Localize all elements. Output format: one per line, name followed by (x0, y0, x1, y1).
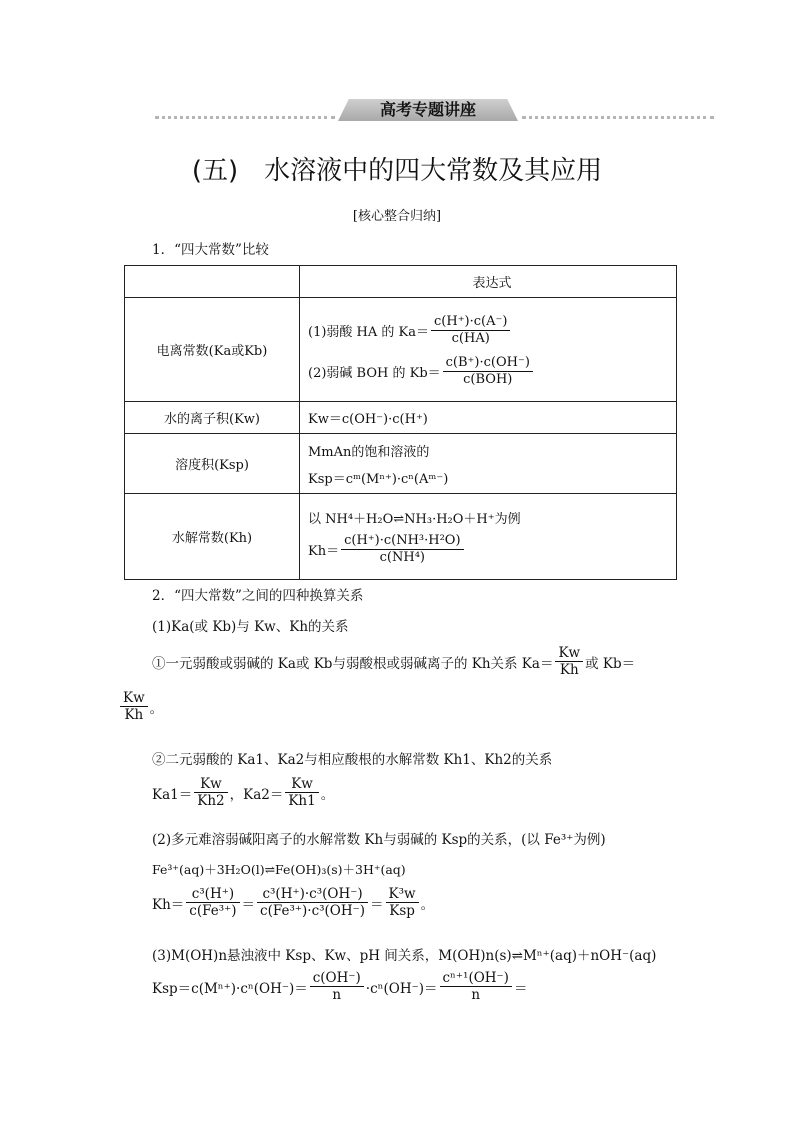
p3-f2-numerator: cⁿ⁺¹(OH⁻) (440, 970, 512, 987)
p1b-f2-numerator: Kw (285, 776, 318, 793)
p2-f3-denominator: Ksp (389, 903, 415, 919)
paragraph-1-heading: (1)Ka(或 Kb)与 Kw、Kh的关系 (152, 619, 349, 635)
section-1-heading: 1．“四大常数”比较 (152, 242, 269, 258)
p1b-f1-numerator: Kw (194, 776, 227, 793)
paragraph-1b: ②二元弱酸的 Ka1、Ka2与相应酸根的水解常数 Kh1、Kh2的关系 (152, 752, 553, 768)
row-expr-water: Kw＝c(OH⁻)·c(H⁺) (300, 402, 677, 434)
p1a2-numerator: Kw (120, 690, 148, 707)
row-expr-ionization (300, 298, 677, 402)
paragraph-2-formula (152, 886, 434, 919)
p3-f1-denominator: n (332, 987, 342, 1003)
acid-denominator: c(HA) (451, 330, 490, 346)
p1b-fraction-1 (194, 776, 227, 809)
section-2-heading: 2．“四大常数”之间的四种换算关系 (152, 588, 364, 604)
p1a-tail: 。 (149, 700, 164, 717)
p1b-f1-denominator: Kh2 (197, 793, 225, 809)
p2-prefix: Kh＝ (152, 896, 185, 913)
paragraph-3-formula (152, 970, 527, 1003)
section-subtitle: [核心整合归纳] (352, 209, 442, 224)
table-row (125, 494, 677, 580)
row-expr-hydrolysis (300, 494, 677, 580)
p1a-fraction (555, 645, 583, 678)
p2-fraction-3 (386, 886, 419, 919)
kh-prefix: Kh＝ (308, 543, 340, 559)
p2-fraction-1 (186, 886, 239, 919)
row-expr-ksp (300, 434, 677, 494)
p1a-numerator: Kw (555, 645, 583, 662)
p3-f1-numerator: c(OH⁻) (310, 970, 364, 987)
p2-f1-numerator: c³(H⁺) (186, 886, 239, 903)
p2-f1-denominator: c(Fe³⁺) (189, 903, 237, 919)
page-title: (五) 水溶液中的四大常数及其应用 (191, 156, 603, 186)
paragraph-1a-continued (118, 690, 163, 723)
p3-prefix: Ksp＝c(Mⁿ⁺)·cⁿ(OH⁻)＝ (152, 980, 308, 997)
paragraph-3-heading: (3)M(OH)n悬浊液中 Ksp、Kw、pH 间关系，M(OH)n(s)⇌Mⁿ⁺(aq)＋nOH⁻(aq) (152, 948, 657, 964)
p1b-tail: 。 (320, 786, 335, 803)
constants-table (124, 265, 677, 580)
p1b-fraction-2 (285, 776, 318, 809)
paragraph-2-heading: (2)多元难溶弱碱阳离子的水解常数 Kh与弱碱的 Ksp的关系，(以 Fe³⁺为例) (152, 832, 606, 848)
p1a2-denominator: Kh (124, 707, 144, 723)
row-name-hydrolysis: 水解常数(Kh) (125, 494, 300, 580)
p3-fraction-2 (440, 970, 512, 1003)
kh-denominator: c(NH⁴) (379, 549, 425, 565)
p3-fraction-1 (310, 970, 364, 1003)
ksp-line-2: Ksp＝cᵐ(Mⁿ⁺)·cⁿ(Aᵐ⁻) (308, 471, 449, 487)
banner-label: 高考专题讲座 (379, 100, 476, 119)
base-denominator: c(BOH) (463, 371, 513, 387)
acid-numerator: c(H⁺)·c(A⁻) (431, 314, 510, 331)
base-prefix: (2)弱碱 BOH 的 Kb＝ (308, 365, 441, 381)
p1b-ka2-prefix: ，Ka2＝ (229, 786, 284, 803)
acid-prefix: (1)弱酸 HA 的 Ka＝ (308, 324, 429, 340)
row-name-ionization: 电离常数(Ka或Kb) (125, 298, 300, 402)
p2-f3-numerator: K³w (386, 886, 419, 903)
p1a-denominator: Kh (559, 662, 579, 678)
table-row (125, 402, 677, 434)
p1b-ka1-prefix: Ka1＝ (152, 786, 193, 803)
kh-numerator: c(H⁺)·c(NH³·H²O) (341, 533, 463, 550)
row-name-ksp: 溶度积(Ksp) (125, 434, 300, 494)
banner-dots-right (522, 116, 714, 119)
table-row (125, 298, 677, 402)
acid-fraction (431, 314, 510, 347)
p2-f2-numerator: c³(H⁺)·c³(OH⁻) (257, 886, 368, 903)
p2-eq-1: ＝ (241, 896, 256, 913)
p1a-fraction-2 (120, 690, 148, 723)
kh-line-1: 以 NH⁴＋H₂O⇌NH₃·H₂O＋H⁺为例 (308, 511, 521, 527)
p1a-mid: 或 Kb＝ (585, 655, 636, 672)
banner-dots-left (155, 116, 335, 119)
row-name-water: 水的离子积(Kw) (125, 402, 300, 434)
p1b-f2-denominator: Kh1 (288, 793, 316, 809)
kh-fraction (341, 533, 463, 566)
paragraph-1a (152, 645, 635, 678)
base-numerator: c(B⁺)·c(OH⁻) (443, 355, 533, 372)
paragraph-1b-formula (152, 776, 334, 809)
table-header-row (125, 266, 677, 298)
p2-f2-denominator: c(Fe³⁺)·c³(OH⁻) (260, 903, 366, 919)
table-header-empty (125, 266, 300, 298)
table-row (125, 434, 677, 494)
p1a-text: ①一元弱酸或弱碱的 Ka或 Kb与弱酸根或弱碱离子的 Kh关系 Ka＝ (152, 655, 554, 672)
p3-f2-denominator: n (471, 987, 481, 1003)
base-fraction (443, 355, 533, 388)
table-header-expression: 表达式 (300, 266, 677, 298)
p3-tail: ＝ (513, 980, 528, 997)
ksp-line-1: MmAn的饱和溶液的 (308, 444, 430, 460)
paragraph-2-equation: Fe³⁺(aq)＋3H₂O(l)⇌Fe(OH)₃(s)＋3H⁺(aq) (152, 862, 406, 877)
p2-eq-2: ＝ (370, 896, 384, 913)
p2-tail: 。 (420, 896, 435, 913)
p3-mid: ·cⁿ(OH⁻)＝ (365, 980, 438, 997)
p2-fraction-2 (257, 886, 368, 919)
